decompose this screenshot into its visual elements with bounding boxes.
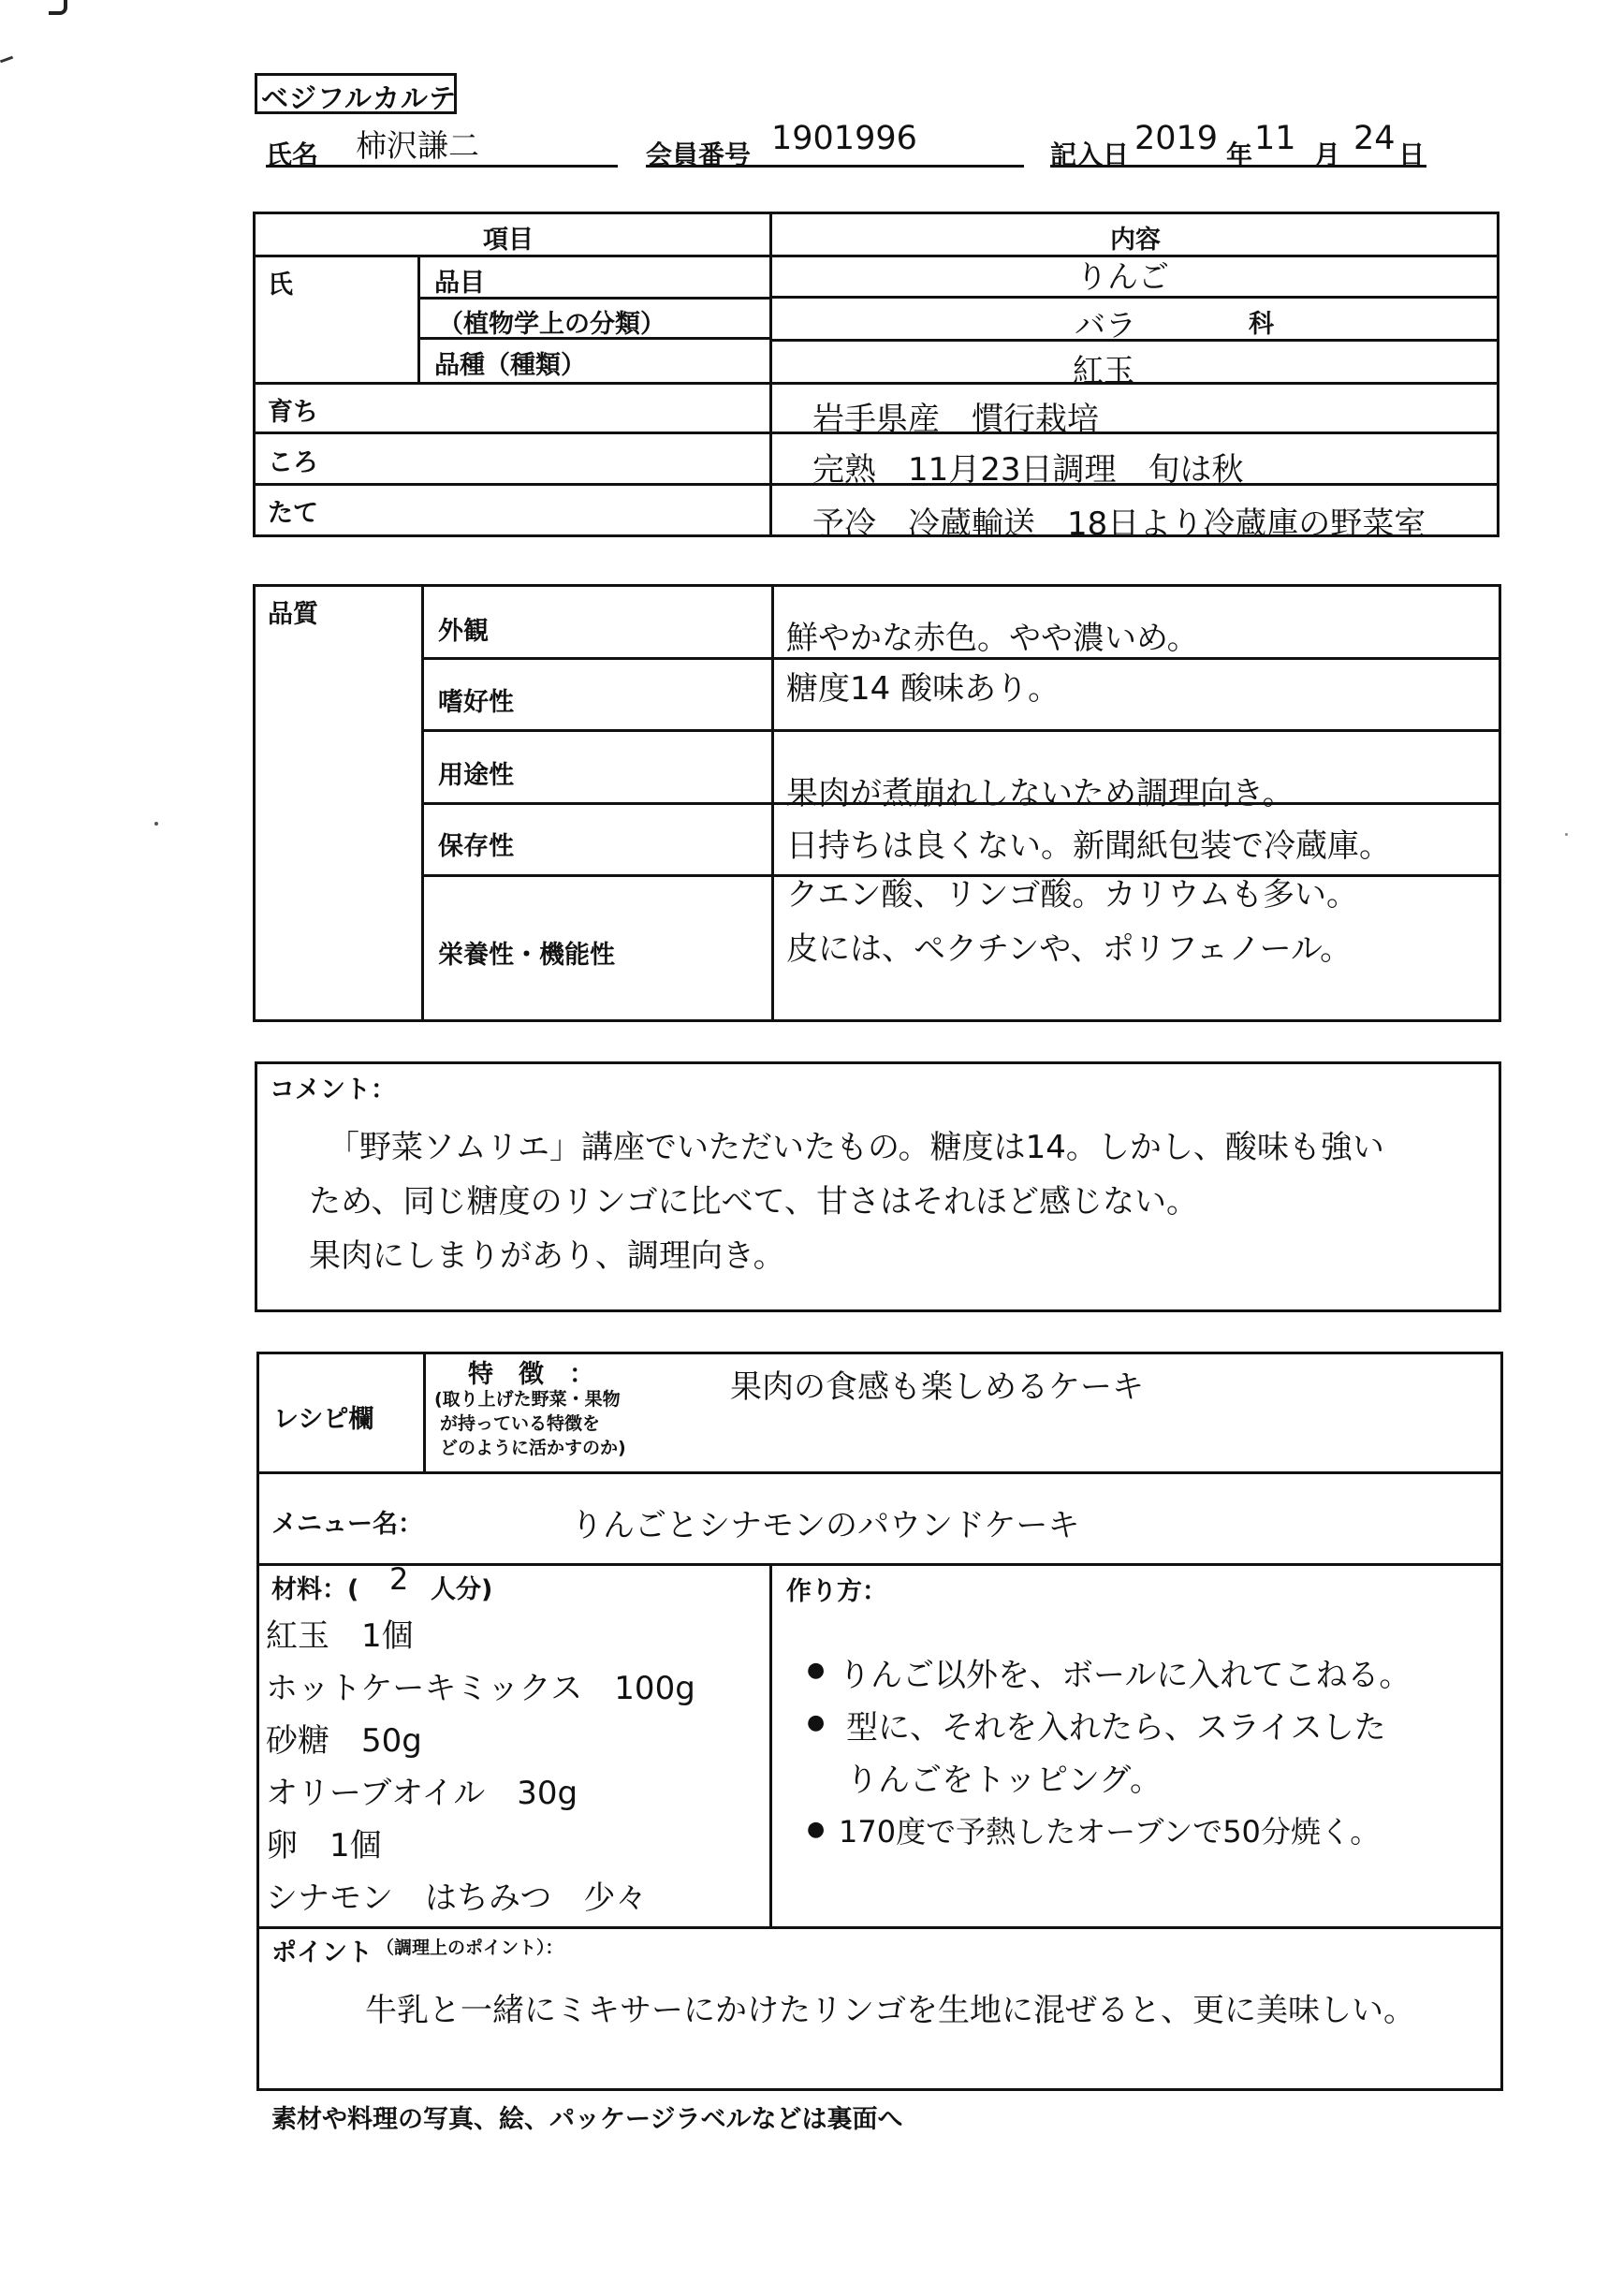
date-day: 24 — [1353, 120, 1396, 157]
hozon-value: 日持ちは良くない。新聞紙包装で冷蔵庫。 — [786, 827, 1391, 865]
eiyou-line-1: クエン酸、リンゴ酸。カリウムも多い。 — [786, 876, 1358, 914]
comment-line-3: 果肉にしまりがあり、調理向き。 — [309, 1237, 785, 1275]
point-label: ポイント — [271, 1938, 373, 1967]
table-rule — [253, 382, 1499, 385]
hinmoku-label: 品目 — [434, 269, 485, 298]
tate-label: たて — [268, 499, 318, 528]
hinshu-label: 品種（種類） — [434, 351, 586, 380]
document-title-text: ベジフルカルテ — [261, 82, 457, 114]
hinmoku-value: りんご — [1076, 258, 1169, 295]
bullet-icon: ● — [807, 1818, 826, 1841]
ingredient-item: 紅玉 1個 — [266, 1617, 414, 1655]
point-note: （調理上のポイント）： — [376, 1938, 563, 1958]
bunrui-suffix: 科 — [1249, 310, 1274, 339]
method-step-2b: りんごをトッピング。 — [846, 1762, 1162, 1799]
shikou-value: 糖度14 酸味あり。 — [786, 670, 1060, 708]
name-label: 氏名 — [266, 139, 319, 170]
method-label: 作り方： — [786, 1577, 887, 1606]
eiyou-line-2: 皮には、ペクチンや、ポリフェノール。 — [786, 930, 1353, 968]
feature-label: 特 徴 ： — [468, 1360, 594, 1389]
youto-value: 果肉が煮崩れしないため調理向き。 — [786, 775, 1295, 812]
table-rule — [769, 212, 772, 537]
ingredient-item: 砂糖 50g — [266, 1722, 422, 1760]
date-year-unit: 年 — [1226, 139, 1253, 170]
bunrui-label: （植物学上の分類） — [438, 310, 666, 339]
footer-note: 素材や料理の写真、絵、パッケージラベルなどは裏面へ — [271, 2105, 903, 2134]
ingredient-item: シナモン はちみつ 少々 — [266, 1879, 648, 1917]
gaikan-label: 外観 — [438, 617, 489, 646]
ingredient-item: ホットケーキミックス 100g — [266, 1670, 695, 1707]
scan-mark — [49, 0, 67, 15]
date-label: 記入日 — [1050, 139, 1130, 170]
koro-value: 完熟 11月23日調理 旬は秋 — [812, 451, 1244, 489]
quality-label: 品質 — [268, 600, 318, 629]
scan-mark — [0, 56, 13, 64]
method-step-3: 170度で予熱したオーブンで50分焼く。 — [839, 1814, 1381, 1850]
ingredient-item: 卵 1個 — [266, 1827, 382, 1865]
method-step-2a: 型に、それを入れたら、スライスした — [846, 1709, 1386, 1747]
comment-line-1: 「野菜ソムリエ」講座でいただいたもの。糖度は14。しかし、酸味も強い — [328, 1129, 1384, 1166]
table-rule — [256, 1563, 1503, 1566]
bunrui-value: バラ — [1075, 307, 1136, 344]
member-number-label: 会員番号 — [646, 139, 752, 170]
date-month: 11 — [1254, 120, 1296, 157]
col-header-content: 内容 — [1110, 226, 1161, 255]
col-header-item: 項目 — [483, 226, 534, 255]
uji-label: 氏 — [268, 271, 293, 300]
member-number-value: 1901996 — [771, 120, 917, 157]
hinshu-value: 紅玉 — [1073, 352, 1134, 388]
table-rule — [256, 1471, 1503, 1474]
hozon-label: 保存性 — [438, 832, 514, 861]
recipe-label: レシピ欄 — [273, 1405, 374, 1434]
ingredients-label: 材料：( — [271, 1575, 359, 1604]
gaikan-value: 鮮やかな赤色。やや濃いめ。 — [786, 620, 1199, 657]
table-rule — [256, 1926, 1503, 1929]
feature-note-2: が持っている特徴を — [440, 1413, 601, 1434]
feature-note-3: どのように活かすのか) — [440, 1438, 626, 1458]
date-underline — [1050, 165, 1426, 168]
bullet-icon: ● — [807, 1659, 826, 1682]
table-rule — [421, 729, 1501, 732]
table-rule — [253, 255, 1499, 257]
member-number-underline — [646, 165, 1024, 168]
shikou-label: 嗜好性 — [438, 688, 514, 717]
point-value: 牛乳と一緒にミキサーにかけたリンゴを生地に混ぜると、更に美味しい。 — [365, 1992, 1415, 2029]
table-rule — [417, 255, 420, 382]
sodachi-label: 育ち — [268, 398, 318, 427]
scan-dot — [154, 822, 158, 826]
youto-label: 用途性 — [438, 761, 514, 790]
sodachi-value: 岩手県産 慣行栽培 — [812, 401, 1099, 438]
scan-dot — [1565, 833, 1568, 836]
document-title — [255, 73, 457, 114]
servings-value: 2 — [389, 1561, 409, 1597]
name-value: 柿沢謙二 — [356, 127, 479, 164]
menu-label: メニュー名： — [271, 1510, 423, 1539]
comment-line-2: ため、同じ糖度のリンゴに比べて、甘さはそれほど感じない。 — [309, 1183, 1198, 1221]
name-underline — [266, 165, 618, 168]
feature-note-1: (取り上げた野菜・果物 — [434, 1389, 621, 1410]
menu-value: りんごとシナモンのパウンドケーキ — [571, 1507, 1080, 1544]
servings-unit: 人分) — [431, 1575, 493, 1604]
feature-value: 果肉の食感も楽しめるケーキ — [730, 1368, 1144, 1406]
koro-label: ころ — [268, 448, 318, 477]
method-step-1: りんご以外を、ボールに入れてこねる。 — [839, 1657, 1412, 1694]
date-year: 2019 — [1134, 120, 1219, 157]
bullet-icon: ● — [807, 1711, 826, 1734]
ingredient-item: オリーブオイル 30g — [266, 1775, 578, 1812]
tate-value: 予冷 冷蔵輸送 18日より冷蔵庫の野菜室 — [812, 505, 1426, 543]
eiyou-label: 栄養性・機能性 — [438, 941, 615, 970]
table-rule — [423, 1352, 426, 1471]
comment-label: コメント： — [270, 1075, 396, 1104]
table-rule — [769, 1563, 772, 1926]
date-month-unit: 月 — [1314, 139, 1341, 170]
date-day-unit: 日 — [1398, 139, 1426, 170]
